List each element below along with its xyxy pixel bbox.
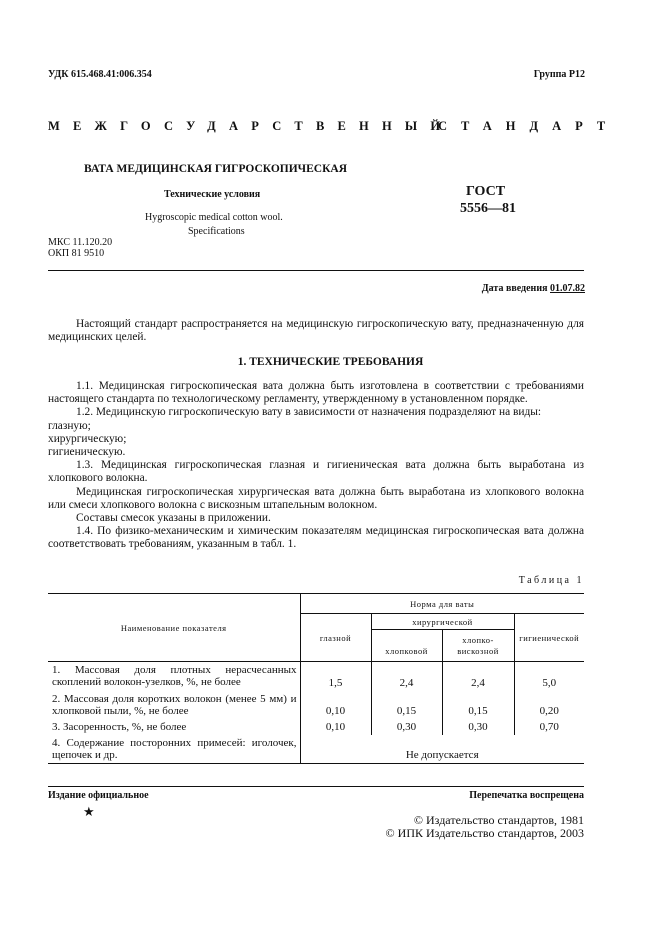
header-cotton-viscose-line2: вискозной [457, 645, 499, 656]
official-edition: Издание официальное [48, 790, 149, 801]
table-row [48, 691, 584, 719]
paragraph-1-2: 1.2. Медицинскую гигроскопическую вату в зависимости от назначения подразделяют на виды: [76, 406, 542, 419]
intro-paragraph: Настоящий стандарт распространяется на медицинскую гигроскопическую вату, предназначенную для медицинских целей. [48, 318, 584, 344]
english-title-line2: Specifications [188, 226, 245, 237]
star-icon: ★ [83, 804, 95, 819]
table-1 [48, 593, 584, 764]
section-title: 1. ТЕХНИЧЕСКИЕ ТРЕБОВАНИЯ [237, 356, 424, 368]
row-2-cotton: 0,15 [371, 691, 442, 719]
copyright-2003: © ИПК Издательство стандартов, 2003 [385, 826, 584, 840]
row-1-name: 1. Массовая доля плотных нерасчесанных скоплений волокон-узелков, %, не более [48, 662, 300, 691]
gost-label: ГОСТ [466, 184, 506, 199]
intro-date-label: Дата введения [481, 283, 550, 294]
header-surgical: хирургической [371, 614, 514, 630]
table-row [48, 719, 584, 735]
row-3-viscose: 0,30 [442, 719, 514, 735]
okp-code: ОКП 81 9510 [48, 248, 105, 259]
header-norm: Норма для ваты [300, 594, 584, 614]
paragraph-1-4: 1.4. По физико-механическим и химическим показателям медицинская гигроскопическая вата должна соответствовать требованиям, указанным в табл. 1. [48, 525, 584, 551]
table-caption: Таблица 1 [518, 575, 584, 586]
row-3-hygienic: 0,70 [539, 720, 559, 733]
header-eye: глазной [300, 614, 371, 662]
row-4-name: 4. Содержание посторонних примесей: иголочек, щепочек и др. [48, 735, 300, 764]
banner-interstate: МЕЖГОСУДАРСТВЕННЫЙ [48, 119, 454, 133]
row-2-hygienic: 0,20 [539, 704, 559, 717]
intro-date-value: 01.07.82 [550, 283, 585, 294]
divider-top [48, 270, 584, 271]
reprint-prohibited: Перепечатка воспрещена [469, 790, 584, 801]
header-indicator-name: Наименование показателя [48, 594, 300, 662]
gost-number: 5556—81 [460, 201, 516, 216]
row-3-eye: 0,10 [300, 719, 371, 735]
copyright-1981: © Издательство стандартов, 1981 [413, 813, 584, 827]
list-item-surgical: хирургическую; [48, 432, 127, 445]
row-1-viscose: 2,4 [442, 662, 514, 691]
requirements-body [48, 380, 584, 552]
table-row [48, 662, 584, 691]
header-cotton-viscose-line1: хлопко- [462, 634, 494, 645]
divider-footer [48, 786, 584, 787]
header-cotton: хлопковой [371, 630, 442, 662]
paragraph-1-1: 1.1. Медицинская гигроскопическая вата должна быть изготовлена в соответствии с требованиями настоящего стандарта по технологическому регламенту, утвержденному в установленном порядке. [48, 380, 584, 406]
row-3-cotton: 0,30 [371, 719, 442, 735]
row-2-name: 2. Массовая доля коротких волокон (менее 5 мм) и хлопковой пыли, %, не более [48, 691, 300, 719]
document-subtitle: Технические условия [164, 189, 261, 200]
group-code: Группа Р12 [533, 69, 585, 80]
table-row [48, 735, 584, 764]
paragraph-1-3-surgical: Медицинская гигроскопическая хирургическая вата должна быть выработана из хлопкового волокна или смеси хлопкового волокна с вискозным штапельным волокном. [48, 485, 584, 511]
paragraph-1-3: 1.3. Медицинская гигроскопическая глазная и гигиеническая вата должна быть выработана из хлопкового волокна. [48, 459, 584, 485]
intro-date [482, 283, 585, 294]
list-item-hygienic: гигиеническую. [48, 446, 126, 459]
banner-standard: СТАНДАРТ [438, 119, 620, 133]
udk-code: УДК 615.468.41:006.354 [48, 69, 152, 80]
paragraph-blends: Составы смесок указаны в приложении. [76, 512, 271, 525]
row-2-viscose: 0,15 [442, 691, 514, 719]
header-cotton-viscose [442, 630, 514, 662]
row-1-hygienic: 5,0 [542, 676, 557, 689]
list-item-eye: глазную; [48, 419, 91, 432]
row-2-eye: 0,10 [300, 691, 371, 719]
english-title-line1: Hygroscopic medical cotton wool. [145, 212, 283, 223]
row-1-eye: 1,5 [300, 662, 371, 691]
row-4-merged: Не допускается [300, 735, 584, 764]
row-3-name: 3. Засоренность, %, не более [48, 719, 300, 735]
row-1-cotton: 2,4 [371, 662, 442, 691]
document-title: ВАТА МЕДИЦИНСКАЯ ГИГРОСКОПИЧЕСКАЯ [84, 163, 348, 175]
header-hygienic: гигиенической [514, 614, 584, 662]
mks-code: МКС 11.120.20 [48, 237, 113, 248]
